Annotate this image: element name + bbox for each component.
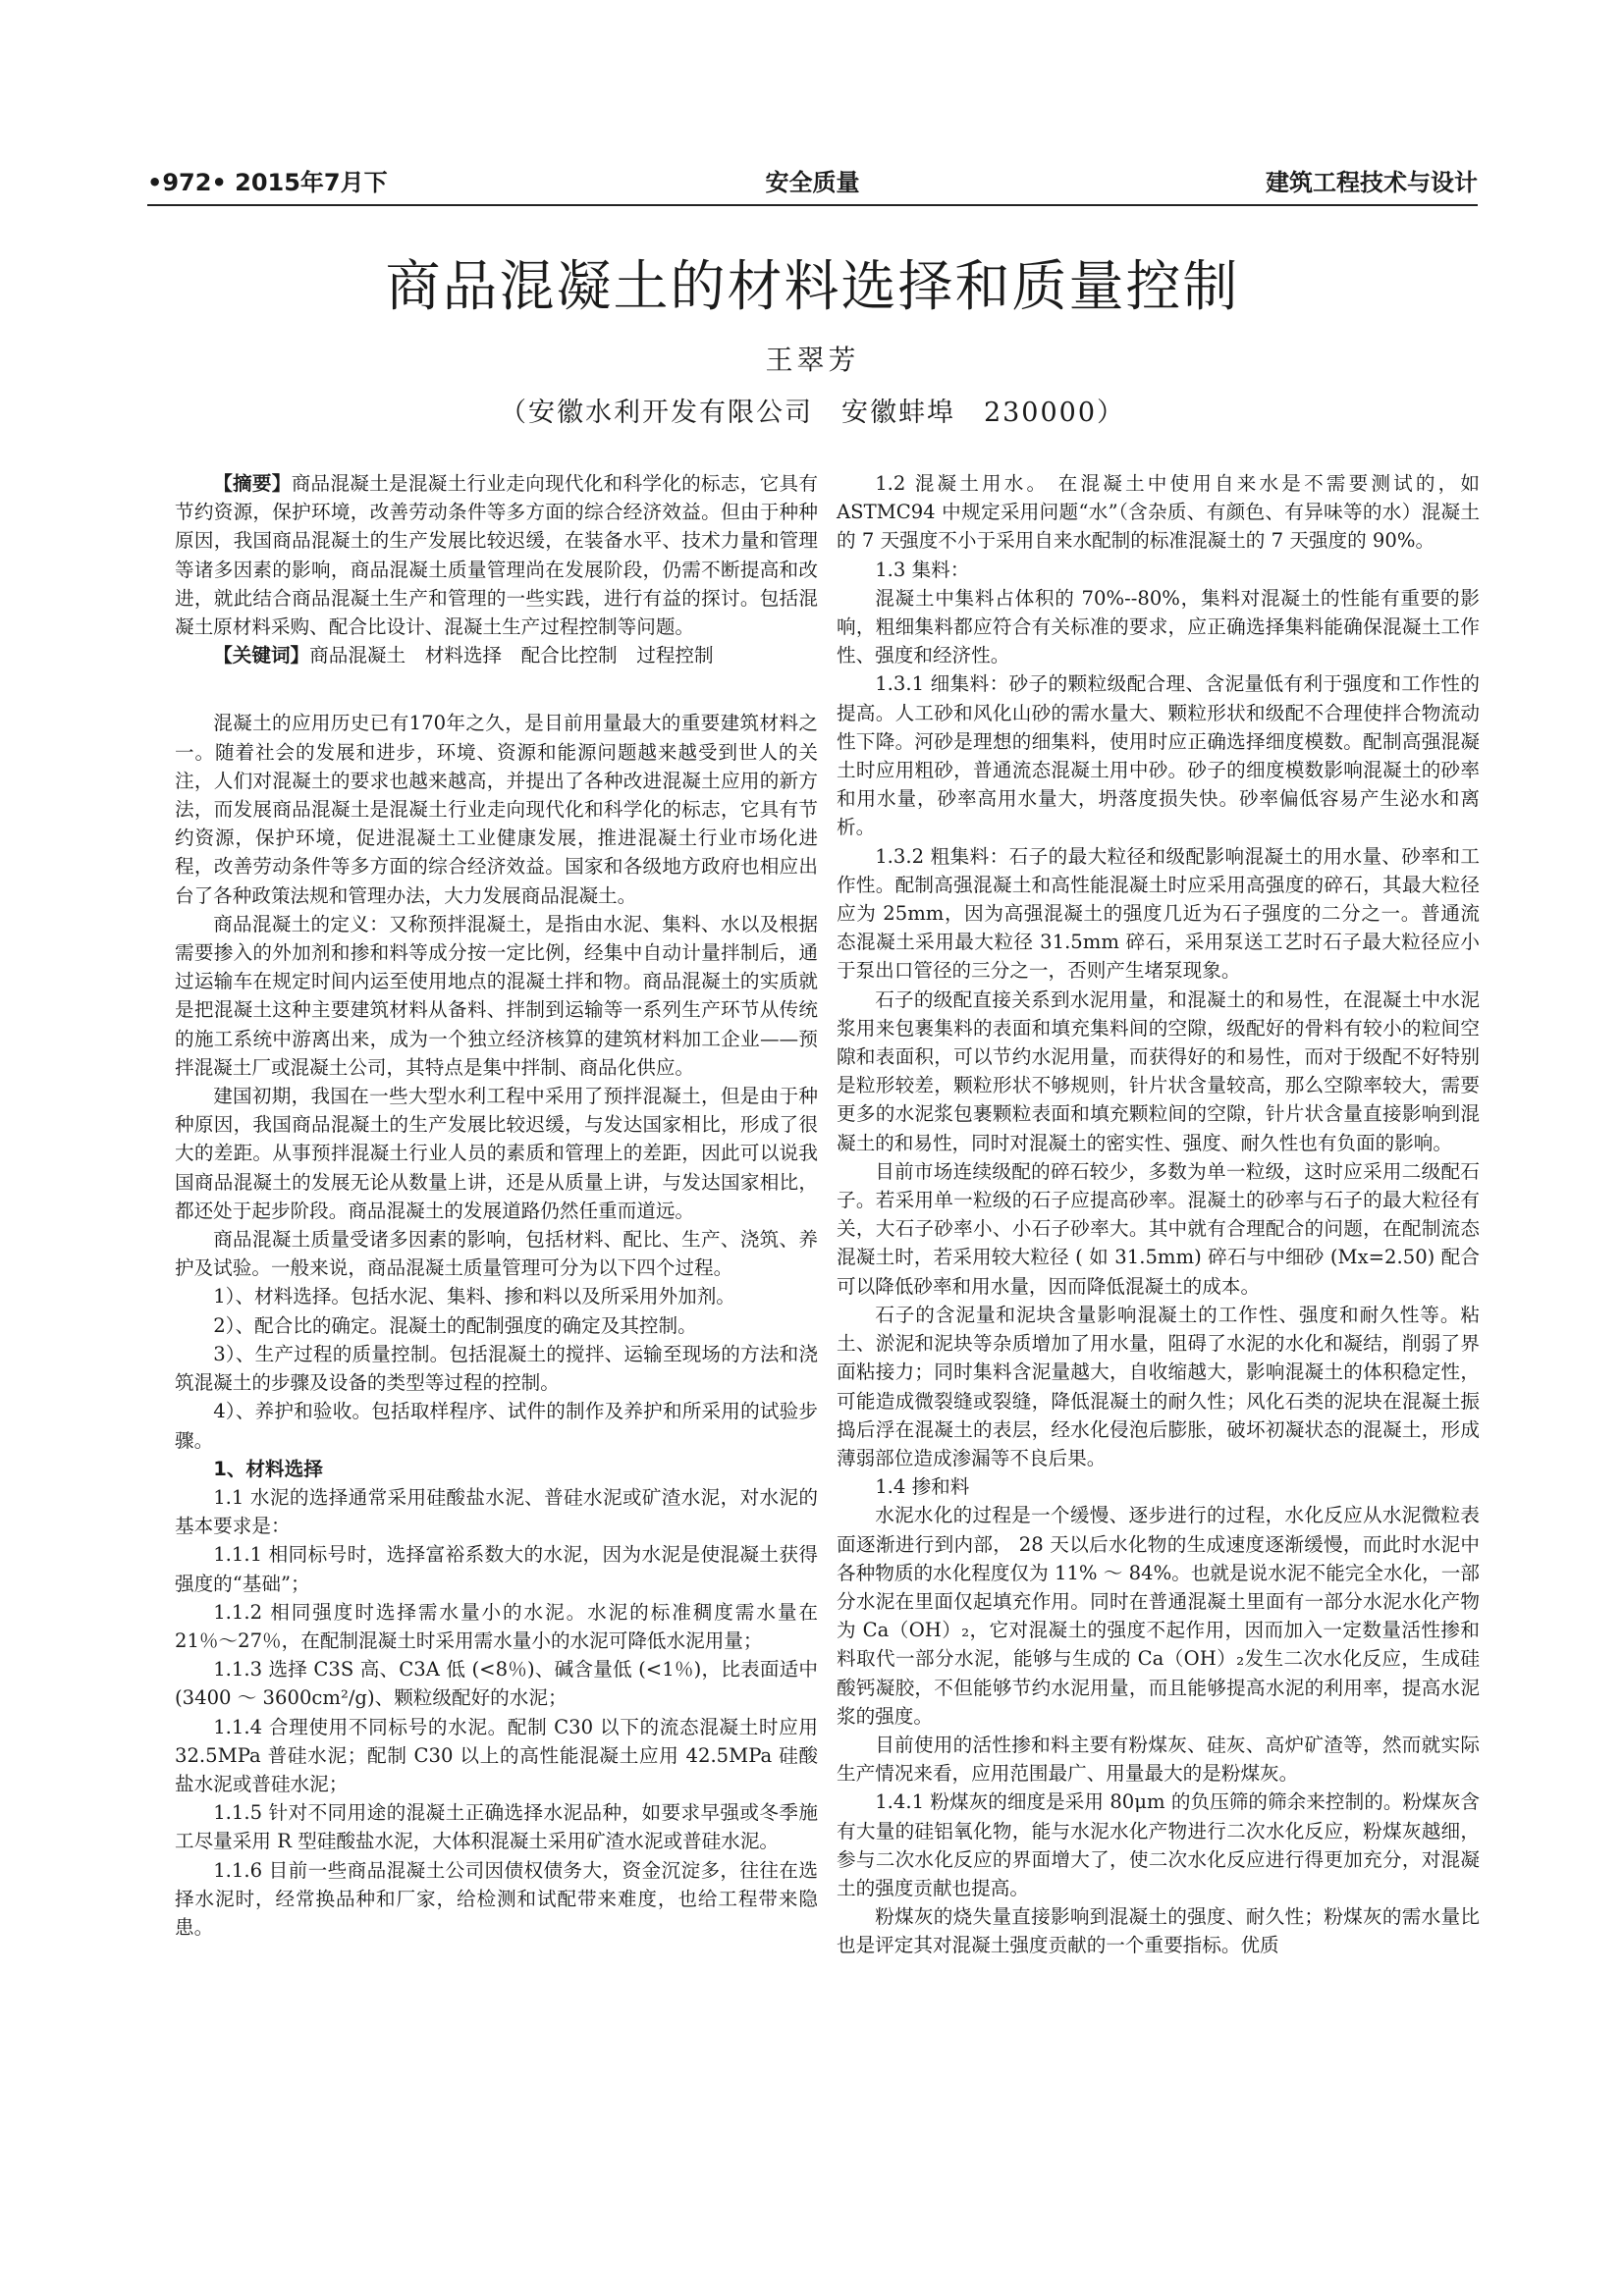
list-item: 1）、材料选择。包括水泥、集料、掺和料以及所采用外加剂。 xyxy=(213,1285,735,1308)
paragraph: 石子的含泥量和泥块含量影响混凝土的工作性、强度和耐久性等。粘土、淤泥和泥块等杂质增加了用水量，阻碍了水泥的水化和凝结，削弱了界面粘接力；同时集料含泥量越大，自收缩越大，影响混凝土的体积稳定性，可能造成微裂缝或裂缝，降低混凝土的耐久性；风化石类的泥块在混凝土振捣后浮在混凝土的表层，经水化侵泡后膨胀，破坏初凝状态的混凝土，形成薄弱部位造成渗漏等不良后果。 xyxy=(837,1303,1480,1469)
paragraph: 建国初期，我国在一些大型水利工程中采用了预拌混凝土，但是由于种种原因，我国商品混凝土的生产发展比较迟缓，与发达国家相比，形成了很大的差距。从事预拌混凝土行业人员的素质和管理上的差距，因此可以说我国商品混凝土的发展无论从数量上讲，还是从质量上讲，与发达国家相比，都还处于起步阶段。商品混凝土的发展道路仍然任重而道远。 xyxy=(175,1085,818,1222)
paragraph: 水泥水化的过程是一个缓慢、逐步进行的过程，水化反应从水泥微粒表面逐渐进行到内部， 28 天以后水化物的生成速度逐渐缓慢，而此时水泥中各种物质的水化程度仅为 11% ～ 84%。也就是说水泥不能完全水化，一部分水泥在里面仅起填充作用。同时在普通混凝土里面有一部分水泥水化产物为 Ca（OH）₂，它对混凝土的强度不起作用，因而加入一定数量活性掺和料取代一部分水泥，能够与生成的 Ca（OH）₂发生二次水化反应，生成硅酸钙凝胶，不但能够节约水泥用量，而且能够提高水泥的利用率，提高水泥浆的强度。 xyxy=(837,1504,1480,1728)
paragraph: 混凝土的应用历史已有170年之久，是目前用量最大的重要建筑材料之一。随着社会的发展和进步，环境、资源和能源问题越来越受到世人的关注，人们对混凝土的要求也越来越高，并提出了各种改进混凝土应用的新方法，而发展商品混凝土是混凝土行业走向现代化和科学化的标志，它具有节约资源，保护环境，促进混凝土工业健康发展，推进混凝土行业市场化进程，改善劳动条件等多方面的综合经济效益。国家和各级地方政府也相应出台了各种政策法规和管理办法，大力发展商品混凝土。 xyxy=(175,712,818,907)
spacer xyxy=(175,669,818,709)
paragraph: 混凝土中集料占体积的 70%--80%，集料对混凝土的性能有重要的影响，粗细集料都应符合有关标准的要求，应正确选择集料能确保混凝土工作性、强度和经济性。 xyxy=(837,586,1480,667)
section-name: 安全质量 xyxy=(765,169,860,196)
paragraph: 1.1 水泥的选择通常采用硅酸盐水泥、普硅水泥或矿渣水泥，对水泥的基本要求是： xyxy=(175,1485,818,1538)
abstract xyxy=(175,469,818,641)
paragraph: 商品混凝土质量受诸多因素的影响，包括材料、配比、生产、浇筑、养护及试验。一般来说，商品混凝土质量管理可分为以下四个过程。 xyxy=(175,1228,818,1280)
keywords-label: 【关键词】 xyxy=(213,644,310,667)
author-affiliation: （安徽水利开发有限公司 安徽蚌埠 230000） xyxy=(499,398,1126,428)
list-item: 4）、养护和验收。包括取样程序、试件的制作及养护和所采用的试验步骤。 xyxy=(175,1400,818,1452)
article-author: 王翠芳 xyxy=(765,344,860,376)
paragraph: 目前使用的活性掺和料主要有粉煤灰、硅灰、高炉矿渣等，然而就实际生产情况来看，应用范围最广、用量最大的是粉煤灰。 xyxy=(837,1733,1480,1786)
paragraph: 1.1.6 目前一些商品混凝土公司因债权债务大，资金沉淀多，往往在选择水泥时，经常换品种和厂家，给检测和试配带来难度，也给工程带来隐患。 xyxy=(175,1858,818,1939)
paragraph: 1.1.2 相同强度时选择需水量小的水泥。水泥的标准稠度需水量在 21％～27％，在配制混凝土时采用需水量小的水泥可降低水泥用量； xyxy=(175,1600,818,1652)
subsection-heading: 1.3 集料： xyxy=(875,558,970,581)
subsection-heading: 1.4 掺和料 xyxy=(875,1475,970,1499)
paragraph: 粉煤灰的烧失量直接影响到混凝土的强度、耐久性；粉煤灰的需水量比也是评定其对混凝土强度贡献的一个重要指标。优质 xyxy=(837,1905,1480,1957)
right-column xyxy=(837,469,1480,1960)
paragraph: 商品混凝土的定义：又称预拌混凝土，是指由水泥、集料、水以及根据需要掺入的外加剂和掺和料等成分按一定比例，经集中自动计量拌制后，通过运输车在规定时间内运至使用地点的混凝土拌和物。商品混凝土的实质就是把混凝土这种主要建筑材料从备料、拌制到运输等一系列生产环节从传统的施工系统中游离出来，成为一个独立经济核算的建筑材料加工企业——预拌混凝土厂或混凝土公司，其特点是集中拌制、商品化供应。 xyxy=(175,912,818,1079)
header-rule xyxy=(147,204,1478,206)
list-item: 2）、配合比的确定。混凝土的配制强度的确定及其控制。 xyxy=(213,1313,697,1337)
journal-name: 建筑工程技术与设计 xyxy=(1266,169,1478,196)
running-header xyxy=(147,163,1478,202)
page-number-date: •972• 2015年7月下 xyxy=(147,169,388,196)
paragraph: 石子的级配直接关系到水泥用量，和混凝土的和易性，在混凝土中水泥浆用来包裹集料的表面和填充集料间的空隙，级配好的骨料有较小的粒间空隙和表面积，可以节约水泥用量，而获得好的和易性，而对于级配不好特别是粒形较差，颗粒形状不够规则，针片状含量较高，那么空隙率较大，需要更多的水泥浆包裹颗粒表面和填充颗粒间的空隙，针片状含量直接影响到混凝土的和易性，同时对混凝土的密实性、强度、耐久性也有负面的影响。 xyxy=(837,988,1480,1154)
article-title: 商品混凝土的材料选择和质量控制 xyxy=(385,255,1240,319)
paragraph: 1.3.2 粗集料：石子的最大粒径和级配影响混凝土的用水量、砂率和工作性。配制高强混凝土和高性能混凝土时应采用高强度的碎石，其最大粒径应为 25mm，因为高强混凝土的强度几近为石子强度的二分之一。普通流态混凝土采用最大粒径 31.5mm 碎石，采用泵送工艺时石子最大粒径应小于泵出口管径的三分之一，否则产生堵泵现象。 xyxy=(837,844,1480,983)
abstract-label: 【摘要】 xyxy=(213,472,292,495)
left-column xyxy=(175,469,818,1942)
paragraph: 目前市场连续级配的碎石较少，多数为单一粒级，这时应采用二级配石子。若采用单一粒级的石子应提高砂率。混凝土的砂率与石子的最大粒径有关，大石子砂率小、小石子砂率大。其中就有合理配合的问题，在配制流态混凝土时，若采用较大粒径 ( 如 31.5mm) 碎石与中细砂 (Mx=2.50) 配合可以降低砂率和用水量，因而降低混凝土的成本。 xyxy=(837,1159,1480,1298)
list-item: 3）、生产过程的质量控制。包括混凝土的搅拌、运输至现场的方法和浇筑混凝土的步骤及设备的类型等过程的控制。 xyxy=(175,1342,818,1395)
keywords xyxy=(175,641,818,669)
section-heading: 1、材料选择 xyxy=(213,1457,323,1480)
paragraph: 1.1.3 选择 C3S 高、C3A 低 (<8％)、碱含量低 (<1％)，比表面适中 (3400 ～ 3600cm²/g)、颗粒级配好的水泥； xyxy=(175,1658,818,1710)
paragraph: 1.3.1 细集料：砂子的颗粒级配合理、含泥量低有利于强度和工作性的提高。人工砂和风化山砂的需水量大、颗粒形状和级配不合理使拌合物流动性下降。河砂是理想的细集料，使用时应正确选择细度模数。配制高强混凝土时应用粗砂，普通流态混凝土用中砂。砂子的细度模数影响混凝土的砂率和用水量，砂率高用水量大，坍落度损失快。砂率偏低容易产生泌水和离析。 xyxy=(837,672,1480,839)
paragraph: 1.1.5 针对不同用途的混凝土正确选择水泥品种，如要求早强或冬季施工尽量采用 R 型硅酸盐水泥，大体积混凝土采用矿渣水泥或普硅水泥。 xyxy=(175,1801,818,1853)
keywords-text: 商品混凝土 材料选择 配合比控制 过程控制 xyxy=(309,644,714,667)
paragraph: 1.4.1 粉煤灰的细度是采用 80μm 的负压筛的筛余来控制的。粉煤灰含有大量的硅铝氧化物，能与水泥水化产物进行二次水化反应，粉煤灰越细，参与二次水化反应的界面增大了，使二次水化反应进行得更加充分，对混凝土的强度贡献也提高。 xyxy=(837,1790,1480,1899)
paragraph: 1.1.1 相同标号时，选择富裕系数大的水泥，因为水泥是使混凝土获得强度的“基础”； xyxy=(175,1543,818,1595)
abstract-text: 商品混凝土是混凝土行业走向现代化和科学化的标志，它具有节约资源，保护环境，改善劳动条件等多方面的综合经济效益。但由于种种原因，我国商品混凝土的生产发展比较迟缓，在装备水平、技术力量和管理等诸多因素的影响，商品混凝土质量管理尚在发展阶段，仍需不断提高和改进，就此结合商品混凝土生产和管理的一些实践，进行有益的探讨。包括混凝土原材料采购、配合比设计、混凝土生产过程控制等问题。 xyxy=(175,472,819,639)
paragraph: 1.2 混凝土用水。 在混凝土中使用自来水是不需要测试的，如 ASTMC94 中规定采用问题“水”（含杂质、有颜色、有异味等的水）混凝土的 7 天强度不小于采用自来水配制的标准混凝土的 7 天强度的 90%。 xyxy=(837,472,1480,553)
paragraph: 1.1.4 合理使用不同标号的水泥。配制 C30 以下的流态混凝土时应用 32.5MPa 普硅水泥；配制 C30 以上的高性能混凝土应用 42.5MPa 硅酸盐水泥或普硅水泥； xyxy=(175,1715,818,1795)
